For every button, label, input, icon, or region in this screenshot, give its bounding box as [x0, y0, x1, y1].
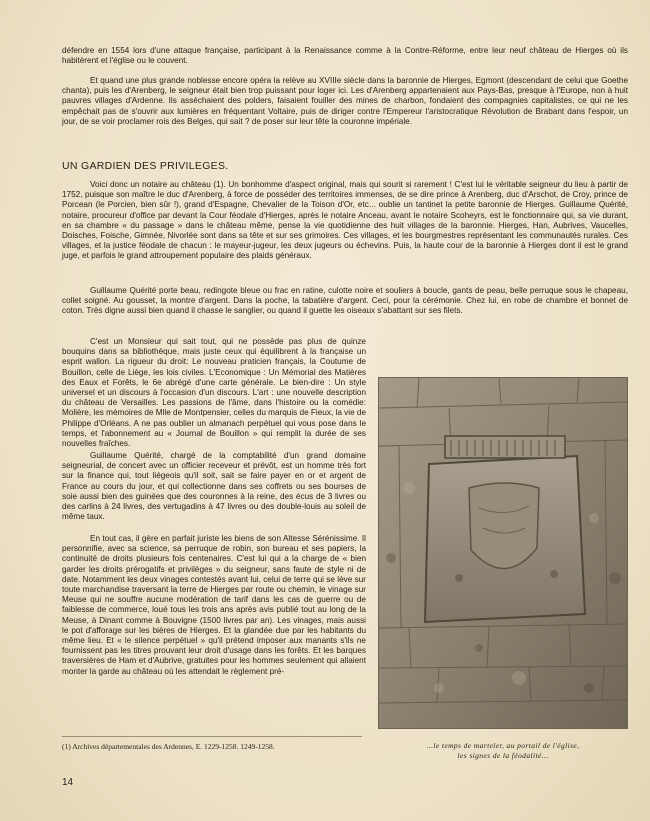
section-heading: UN GARDIEN DES PRIVILEGES.: [62, 160, 229, 172]
caption-line-2: les signes de la féodalité...: [457, 751, 549, 760]
caption-line-1: ...le temps de marteler, au portail de l'église,: [426, 741, 580, 750]
page-number: 14: [62, 777, 74, 788]
paragraph-5: C'est un Monsieur qui sait tout, qui ne possède pas plus de quinze bouquins dans sa bibliothèque, mais juste ceux qui équilibrent à la française un esprit wallon. La rigueur du droit: Le nouveau praticien français, la Coutume de Bouillon, celle de Liège, les lois civiles. L'Economique : Un Mémorial des Matières des Eaux et Forêts, le 6e abrégé d'une carte générale. Le bien-dire : Un style universel et un discours à l'occasion d'un discours. L'art : une nouvelle description du château de Versailles. Les passions de l'âme, dans l'histoire ou la comédie: Molière, les mémoires de Mlle de Montpensier, celles du marquis de Fieux, la vie de Philippe d'Orléans. A ne pas oublier un almanach perpétuel qui vous pose dans le temps, et l'abonnement au « Journal de Bouillon » qui remplit la durée de ses nouvelles fraîches.: [62, 337, 366, 449]
paragraph-1: défendre en 1554 lors d'une attaque française, participant à la Renaissance comme à la Contre-Réforme, entre leur neuf château de Hierges où ils habitèrent et l'église ou le couvent.: [62, 46, 628, 66]
paragraph-4: Guillaume Quérité porte beau, redingote bleue ou frac en ratine, culotte noire et souliers à boucle, gants de peau, belle perruque sous le chapeau, collet soigné. Au gousset, la montre d'argent. Dans la poche, la tabatière d'argent. Ceci, pour la cérémonie. Chez lui, en robe de chambre et bonnet de coton. Très digne aussi bien quand il chasse le sanglier, ou quand il guette les oiseaux s'abattant sur ses filets.: [62, 286, 628, 316]
paragraph-6: Guillaume Quérité, chargé de la comptabilité d'un grand domaine seigneurial, de concert avec un officier receveur et prévôt, est un homme très fort sur la finance qui, tout liégeois qu'il soit, sait se faire payer en or et argent de France au cours du jour, et qui collectionne dans ses coffrets ou ses bourses de soie aussi bien des guinées que des couronnes à la reine, des écus de 3 livres ou des carlins à 24 livres, des vertugadins à 47 livres ou des double-louis au soleil de même taux.: [62, 451, 366, 522]
paragraph-3: Voici donc un notaire au château (1). Un bonhomme d'aspect original, mais qui sourit si rarement ! C'est lui le véritable seigneur du lieu à partir de 1752, puisque son maître le duc d'Arenberg, à force de posséder des territoires immenses, de se dire prince à Arenberg, duc d'Arschot, de Croy, prince de Porcean (le Porcien, bien sûr !), grand d'Espagne, Chevalier de la Toison d'Or, etc... oublie un tantinet la petite baronnie de Hierges. Guillaume Quérité, notaire, procureur d'office par devant la Cour féodale d'Hierges, après le notaire Anceau, avant le notaire Scoheyrs, est le fonctionnaire qui, sa vie durant, en sa chambre « du passage » dans le château même, pense la vie quotidienne des huit villages de la baronnie. Hierges, Han, Aubrives, Vaucelles, Doisches, Foische, Gimnée, Nivorlée sont dans sa tête et sur ses grimoires. Ces villages, et les bourgmestres représentant les communautés rurales. Ces villages, et la justice féodale de chacun : le mayeur-jugeur, les deux jugeurs ou échevins. Puis, la haute cour de la baronnie à Hierges dont il est le grand juge, et parfois le grand attroupement populaire des plaids généraux.: [62, 180, 628, 261]
footnote: (1) Archives départementales des Ardennes, E. 1229-1258. 1249-1258.: [62, 742, 275, 751]
stone-wall-image: [379, 378, 627, 728]
paragraph-7: En tout cas, il gère en parfait juriste les biens de son Altesse Sérénissime. Il personnifie, avec sa science, sa perruque de robin, son bureau et ses papiers, la continuité de droits plusieurs fois centenaires. C'est lui qui a la charge de « bien garder les droits prérogatifs et privilèges » du seigneur, sans faute de style ni de date. Notamment les deux vinages contestés avant lui, celui de terre qui se lève sur toute marchandise traversant la terre de Hierges par route ou chemin, le vinage sur Meuse qui ne souffre aucune modération de tarif dans les cas de guerre ou de faiblesse de commerce, loué tous les trois ans après avis publié tout au long de la Meuse, à Dinant comme à Bouvigne (1500 livres par an). Les vinages, mais aussi le pot d'afforage sur les bières de Hierges. Et la glandée due par les habitants du même lieu. Et « le silence perpétuel » qu'il prétend imposer aux manants s'ils ne fournissent pas les titres prouvant leur droit d'usage dans les forêts. Et les barques traversières de Ham et d'Aubrive, gratuites pour les hommes seulement qui allaient monter la garde au château où les attendait le règlement pré-: [62, 534, 366, 676]
photo-stone-coat-of-arms: [378, 377, 628, 729]
footnote-rule: [62, 736, 362, 737]
photo-caption: [378, 741, 628, 761]
paragraph-2: Et quand une plus grande noblesse encore opéra la relève au XVIIIe siècle dans la baronnie de Hierges, Egmont (descendant de celui que Goethe chanta), puis les d'Arenberg, le seigneur était bien trop puissant pour loger ici. Les d'Arenberg appartenaient aux Pays-Bas, presque à l'Europe, non à huit pauvres villages d'Ardenne. Ils asséchaient des polders, faisaient fouiller des mines de charbon, fondaient des compagnies capitalistes, ce qui ne les empêchait pas de s'ouvrir aux lumières en fréquentant Voltaire, puis de diriger contre l'Empereur l'aristocratique Révolution de Brabant dans l'espoir, un jour, de se voir proclamer rois des Belges, qui sait ? de poser sur leur tête la couronne impériale.: [62, 76, 628, 126]
